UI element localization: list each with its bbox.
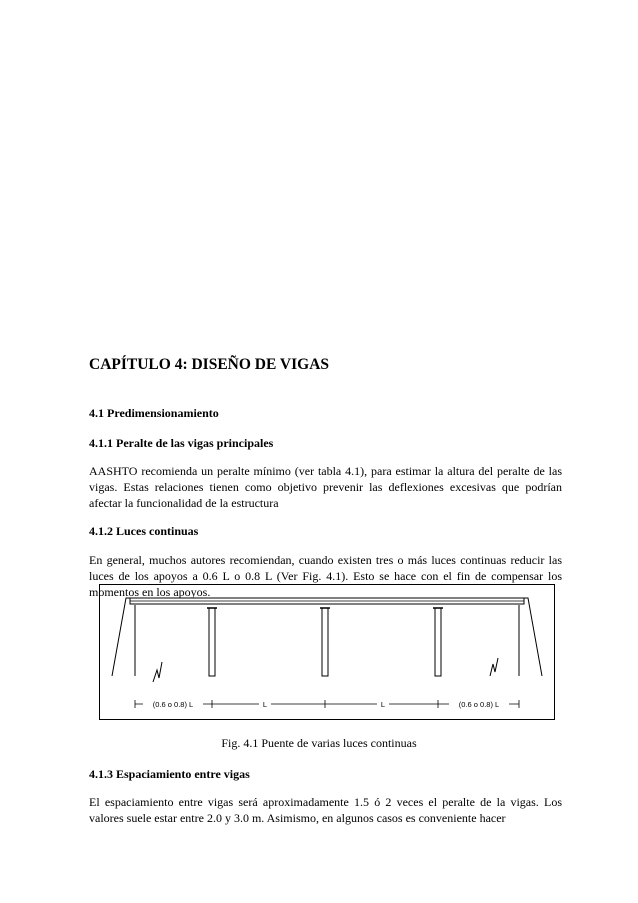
paragraph-luces-continuas: En general, muchos autores recomiendan, cuando existen tres o más luces continuas reducir las luces de los apoyos a 0.6 L o 0.8 L (Ver Fig. 4.1). Esto se hace con el fin de compensar los momentos en los apoyos. xyxy=(89,553,562,599)
left-abutment xyxy=(112,598,130,676)
span-label-middle-1: L xyxy=(262,700,268,709)
left-break-line xyxy=(153,662,162,682)
section-heading-4-1-3: 4.1.3 Espaciamiento entre vigas xyxy=(89,767,250,781)
pier-1 xyxy=(207,608,217,676)
bridge-diagram xyxy=(99,584,555,720)
pier-3 xyxy=(433,608,443,676)
paragraph-peralte: AASHTO recomienda un peralte mínimo (ver tabla 4.1), para estimar la altura del peralte de las vigas. Estas relaciones tienen como objetivo prevenir las deflexiones excesivas que podrían afectar la funcionalidad de la estructura xyxy=(89,464,562,510)
span-label-end-right: (0.6 o 0.8) L xyxy=(458,700,500,709)
right-break-line xyxy=(490,658,498,676)
right-abutment xyxy=(524,598,542,676)
section-heading-4-1-1: 4.1.1 Peralte de las vigas principales xyxy=(89,436,274,450)
bridge-figure xyxy=(99,584,555,720)
span-label-middle-2: L xyxy=(380,700,386,709)
section-heading-4-1: 4.1 Predimensionamiento xyxy=(89,406,219,420)
section-heading-4-1-2: 4.1.2 Luces continuas xyxy=(89,524,199,538)
chapter-title: CAPÍTULO 4: DISEÑO DE VIGAS xyxy=(89,356,330,373)
paragraph-espaciamiento: El espaciamiento entre vigas será aproximadamente 1.5 ó 2 veces el peralte de la vigas. Los valores suele estar entre 2.0 y 3.0 m. Asimismo, en algunos casos es conveniente hacer xyxy=(89,795,562,825)
span-label-end-left: (0.6 o 0.8) L xyxy=(152,700,194,709)
figure-caption: Fig. 4.1 Puente de varias luces continuas xyxy=(221,736,417,750)
pier-2 xyxy=(320,608,330,676)
